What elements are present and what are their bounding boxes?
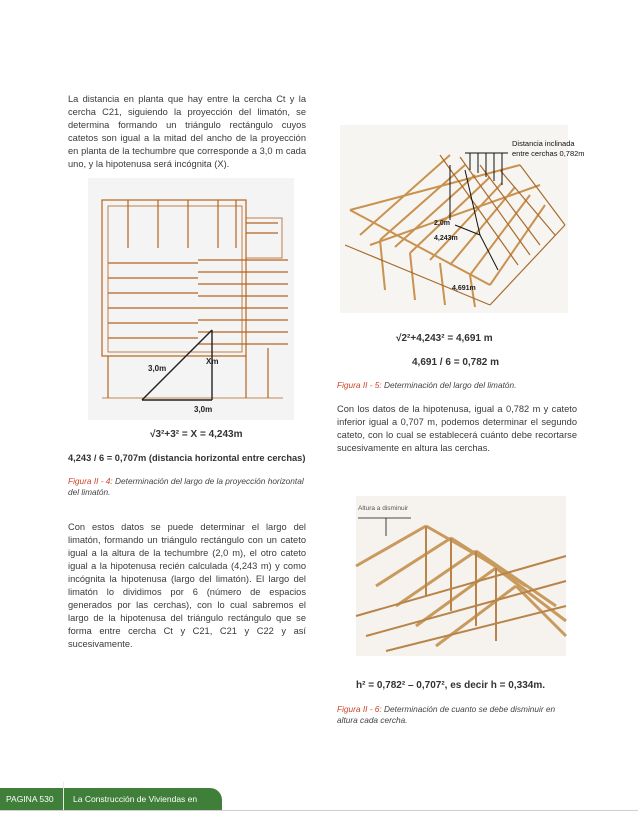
formula-inclined-distance: 4,691 / 6 = 0,782 m (412, 357, 500, 368)
formula-hypotenuse: √3²+3² = X = 4,243m (150, 429, 243, 440)
page-footer (0, 788, 222, 826)
paragraph-text: Con estos datos se puede determinar el largo del limatón, formando un triángulo rectángulo con un cateto igual a la altura de la techumbre (2,0 m), el otro cateto igual a la hipotenusa recién calculada (4,243 m) y como incógnita la hipotenusa (largo del limatón). El largo del limatón lo dividimos por 6 (número de espacios generados por las cerchas), con lo cual sabremos el largo de la hipotenusa del triángulo rectángulo que se forma entre cercha Ct y C21, C21 y C22 y así sucesivamente. (68, 522, 306, 649)
formula-horizontal-distance: 4,243 / 6 = 0,707m (distancia horizontal entre cerchas) (68, 453, 306, 463)
paragraph-projection-distance (68, 93, 306, 171)
figure-caption-5 (337, 380, 577, 391)
caption-label: Figura II - 4: (68, 476, 113, 486)
plan-diagram-svg (88, 178, 294, 420)
caption-text: Determinación del largo de la proyección horizontal del limatón. (68, 476, 304, 497)
label-xm: Xm (206, 357, 219, 366)
label-inclined-distance: Distancia inclinada (512, 139, 575, 148)
caption-text: Determinación de cuanto se debe disminuir en altura cada cercha. (337, 704, 556, 725)
formula-height-decrease: h² = 0,782² – 0,707², es decir h = 0,334m. (356, 680, 545, 691)
label-hip-length: 4,691m (452, 285, 476, 292)
label-between-trusses: entre cerchas 0,782m (512, 149, 585, 158)
figure-caption-4 (68, 476, 308, 498)
truss-photo-svg (356, 496, 566, 656)
label-height: 2,0m (434, 220, 450, 227)
book-title: La Construcción de Viviendas en Madera (73, 794, 198, 826)
footer-rule (0, 810, 638, 811)
label-3m-b: 3,0m (194, 405, 213, 414)
figure-truss-height-photo (356, 496, 566, 656)
caption-text: Determinación del largo del limatón. (384, 380, 517, 390)
paragraph-text: La distancia en planta que hay entre la cercha Ct y la cercha C21, siguiendo la proyección del limatón, se determina formando un triángulo rectángulo cuyos catetos son igual a la mitad del ancho de la proyección en planta de la techumbre que corresponde a 3,0 m cada uno, y la hipotenusa será incógnita (X). (68, 94, 306, 169)
paragraph-hip-length (68, 521, 306, 651)
figure-roof-trusses-photo (340, 125, 585, 313)
figure-caption-6 (337, 704, 577, 726)
caption-label: Figura II - 6: (337, 704, 382, 714)
formula-hip-length: √2²+4,243² = 4,691 m (396, 333, 493, 344)
footer-divider (63, 782, 64, 810)
label-horizontal: 4,243m (434, 235, 458, 242)
caption-label: Figura II - 5: (337, 380, 382, 390)
figure-plan-diagram (88, 178, 294, 420)
page-number: PAGINA 530 (6, 794, 54, 804)
paragraph-second-cathetus (337, 403, 577, 455)
label-3m-a: 3,0m (148, 364, 167, 373)
label-height-to-decrease: Altura a disminuir (358, 505, 409, 512)
paragraph-text: Con los datos de la hipotenusa, igual a 0,782 m y cateto inferior igual a 0,707 m, podemos determinar el segundo cateto, con lo cual se establecerá cuánto debe recortarse sucesivamente en altura las cerchas. (337, 404, 577, 453)
roof-photo-svg (340, 125, 585, 313)
